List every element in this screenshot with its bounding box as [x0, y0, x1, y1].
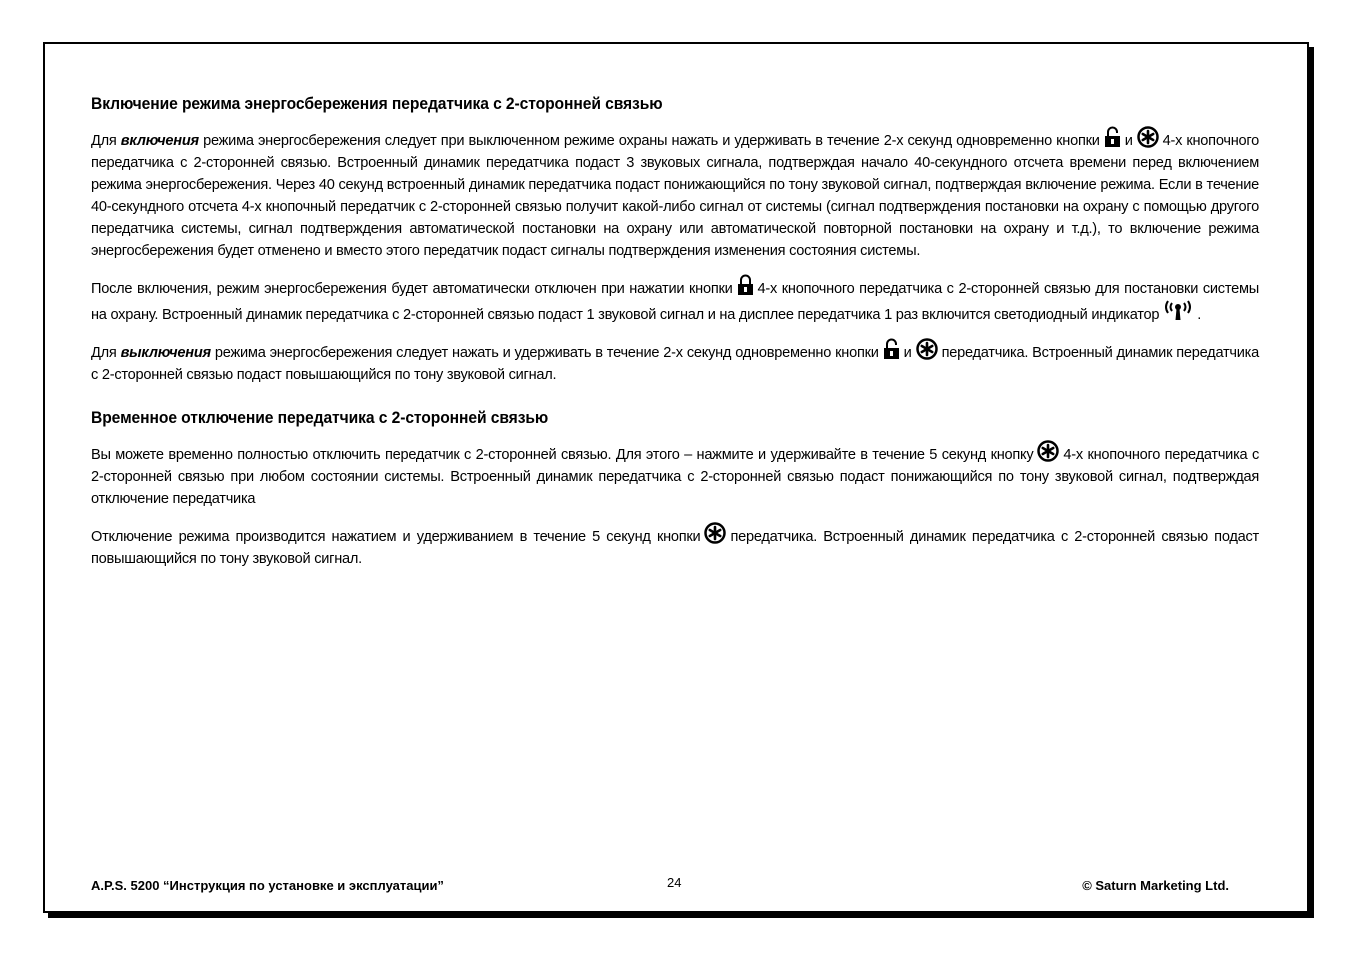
- text: 4-х кнопочного передатчика с 2-сторонней связью. Встроенный динамик передатчика подаст 3 звуковых сигнала, подтверждая начало 40-секундного отсчета времени перед включением режима энергосбережения. Через 40 секунд встроенный динамик передатчика подаст понижающийся по тону звуковой сигнал, подтверждая включение режима. Если в течение 40-секундного отсчета 4-х кнопочный передатчик с 2-сторонней связью получит какой-либо сигнал от системы (сигнал подтверждения постановки на охрану с помощью другого передатчика системы, сигнал подтверждения автоматической постановки на охрану или автоматической повторной постановки на охрану и т.д.), то включение режима энергосбережения будет отменено и вместо этого передатчик подаст сигналы подтверждения изменения состояния системы.: [91, 133, 1260, 259]
- asterisk-button-icon: [1037, 440, 1059, 462]
- text: Вы можете временно полностью отключить передатчик с 2-сторонней связью. Для этого – нажмите и удерживайте в течение 5 секунд кнопку: [91, 447, 1034, 463]
- page-number: 24: [667, 875, 682, 890]
- text: Отключение режима производится нажатием и удерживанием в течение 5 секунд кнопки: [91, 529, 701, 545]
- unlock-icon: [1104, 126, 1121, 148]
- asterisk-button-icon: [704, 522, 726, 544]
- footer-document-title: A.P.S. 5200 “Инструкция по установке и эксплуатации”: [91, 878, 444, 893]
- page-content: [91, 94, 1259, 582]
- section-1-paragraph-1: [91, 126, 1259, 262]
- keyword-enable: включения: [120, 133, 199, 149]
- page-frame: [43, 42, 1309, 913]
- text: .: [1197, 307, 1202, 323]
- footer-copyright: © Saturn Marketing Ltd.: [1082, 878, 1229, 893]
- section-1-paragraph-3: [91, 338, 1259, 386]
- text: и: [1124, 133, 1133, 149]
- text: 4-х кнопочного передатчика с 2-сторонней связью при любом состоянии системы. Встроенный динамик передатчика с 2-сторонней связью подаст понижающийся по тону звуковой сигнал, подтверждая отключение передатчика: [91, 447, 1259, 507]
- section-1-paragraph-2: [91, 274, 1259, 326]
- text: и: [903, 345, 912, 361]
- asterisk-button-icon: [916, 338, 938, 360]
- text: режима энергосбережения следует нажать и удерживать в течение 2-х секунд одновременно кнопки: [210, 345, 879, 361]
- text: передатчика. Встроенный динамик передатчика с 2-сторонней связью подаст повышающийся по тону звуковой сигнал.: [91, 529, 1259, 567]
- lock-icon: [737, 274, 754, 296]
- asterisk-button-icon: [1137, 126, 1159, 148]
- unlock-icon: [883, 338, 900, 360]
- text: передатчика. Встроенный динамик передатчика с 2-сторонней связью подаст повышающийся по тону звуковой сигнал.: [91, 345, 1260, 383]
- text: режима энергосбережения следует при выключенном режиме охраны нажать и удерживать в течение 2-х секунд одновременно кнопки: [198, 133, 1100, 149]
- section-2-heading: Временное отключение передатчика с 2-сторонней связью: [91, 408, 549, 427]
- section-2-paragraph-1: [91, 440, 1259, 510]
- section-1-heading: Включение режима энергосбережения передатчика с 2-сторонней связью: [91, 94, 663, 113]
- text: Для: [91, 133, 121, 149]
- keyword-disable: выключения: [120, 345, 211, 361]
- signal-indicator-icon: [1163, 300, 1193, 322]
- text: 4-х кнопочного передатчика с 2-сторонней связью для постановки системы на охрану. Встроенный динамик передатчика с 2-сторонней связью подаст 1 звуковой сигнал и на дисплее передатчика 1 раз включится светодиодный индикатор: [91, 281, 1259, 323]
- text: Для: [91, 345, 121, 361]
- section-2-paragraph-2: [91, 522, 1259, 570]
- text: После включения, режим энергосбережения будет автоматически отключен при нажатии кнопки: [91, 281, 733, 297]
